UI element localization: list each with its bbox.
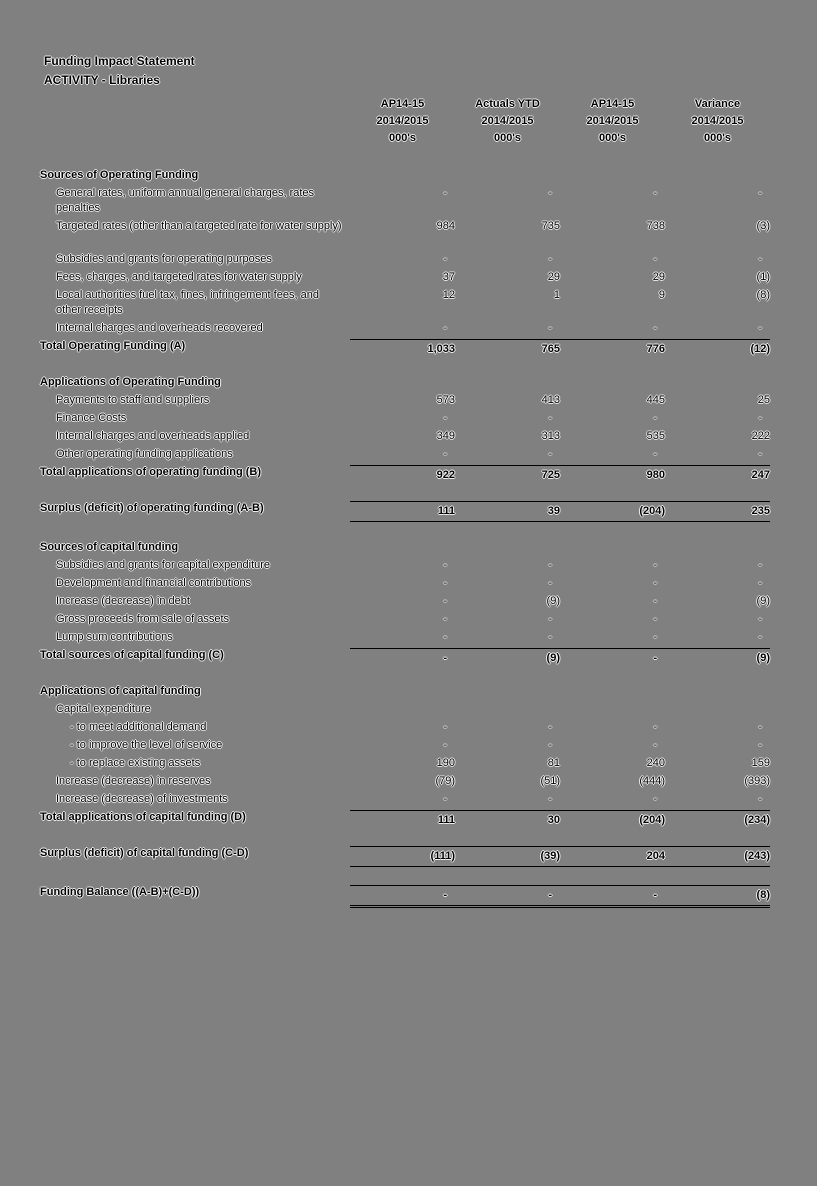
- value-cell: -: [653, 559, 657, 571]
- value-cell: -: [548, 559, 552, 571]
- value-cell: (444): [639, 775, 665, 787]
- spacer-row: [40, 830, 770, 845]
- value-cell: 190: [436, 757, 455, 769]
- value-cell: 313: [541, 430, 560, 442]
- row-label: Capital expenditure: [56, 703, 151, 715]
- value-cell: 1,033: [427, 343, 455, 355]
- row-values: [350, 429, 770, 444]
- table-row: [40, 320, 770, 338]
- table-row: [40, 845, 770, 869]
- value-cell: 535: [646, 430, 665, 442]
- row-label: Payments to staff and suppliers: [56, 394, 210, 406]
- value-cell: (39): [540, 850, 560, 862]
- value-cell: -: [653, 613, 657, 625]
- row-values: [350, 447, 770, 462]
- value-cell: -: [548, 253, 552, 265]
- value-cell: -: [443, 559, 447, 571]
- table-row: [40, 611, 770, 629]
- header-spacer: [40, 96, 350, 147]
- row-values: [350, 411, 770, 426]
- value-cell: 573: [436, 394, 455, 406]
- title-block: [40, 52, 770, 90]
- value-cell: -: [758, 448, 762, 460]
- value-cell: -: [548, 721, 552, 733]
- row-label: Total sources of capital funding (C): [40, 649, 224, 661]
- table-row: [40, 755, 770, 773]
- value-cell: -: [548, 187, 552, 199]
- value-cell: (234): [744, 814, 770, 826]
- row-label: Total Operating Funding (A): [40, 340, 186, 352]
- value-cell: -: [548, 889, 552, 901]
- value-cell: -: [758, 739, 762, 751]
- value-cell: -: [443, 448, 447, 460]
- table-row: [40, 446, 770, 464]
- value-cell: -: [758, 253, 762, 265]
- spacer-row: [40, 485, 770, 500]
- table-row: [40, 500, 770, 524]
- table-row: [40, 410, 770, 428]
- row-label: Gross proceeds from sale of assets: [56, 613, 230, 625]
- value-cell: -: [443, 631, 447, 643]
- value-cell: -: [653, 595, 657, 607]
- value-cell: 9: [658, 289, 665, 301]
- row-values: [350, 186, 770, 201]
- value-cell: -: [653, 793, 657, 805]
- value-cell: -: [758, 577, 762, 589]
- value-cell: (9): [546, 595, 560, 607]
- page-title: Funding Impact Statement: [44, 54, 195, 68]
- table-row: [40, 773, 770, 791]
- row-values: [350, 465, 770, 483]
- value-cell: 12: [442, 289, 455, 301]
- value-cell: (9): [546, 652, 560, 664]
- spacer-row: [40, 668, 770, 683]
- row-values: [350, 648, 770, 666]
- value-cell: 765: [541, 343, 560, 355]
- value-cell: -: [548, 739, 552, 751]
- row-label: Total applications of capital funding (D): [40, 811, 246, 823]
- page-subtitle: ACTIVITY - Libraries: [44, 73, 160, 87]
- value-cell: -: [758, 721, 762, 733]
- value-cell: -: [443, 793, 447, 805]
- row-label: Surplus (deficit) of capital funding (C-D): [40, 847, 249, 859]
- value-cell: 39: [547, 505, 560, 517]
- row-values: [350, 885, 770, 908]
- table-row: [40, 167, 770, 185]
- value-cell: -: [443, 577, 447, 589]
- table-row: [40, 575, 770, 593]
- row-label: Subsidies and grants for capital expenditure: [56, 559, 271, 571]
- row-values: [350, 846, 770, 867]
- value-cell: -: [653, 652, 657, 664]
- value-cell: -: [443, 322, 447, 334]
- spacer-row: [40, 869, 770, 884]
- value-cell: -: [548, 448, 552, 460]
- value-cell: 735: [541, 220, 560, 232]
- row-label: Development and financial contributions: [56, 577, 252, 589]
- value-cell: -: [443, 739, 447, 751]
- row-values: [350, 738, 770, 753]
- column-header-variance: Variance 2014/2015 000's: [691, 98, 744, 144]
- value-cell: -: [548, 613, 552, 625]
- table-row: [40, 185, 770, 218]
- column-header-row: [40, 96, 770, 147]
- value-cell: -: [758, 322, 762, 334]
- row-values: [350, 558, 770, 573]
- table-row: [40, 737, 770, 755]
- value-cell: 240: [646, 757, 665, 769]
- value-cell: (9): [756, 652, 770, 664]
- spacer-row: [40, 524, 770, 539]
- value-cell: 738: [646, 220, 665, 232]
- spacer-row: [40, 359, 770, 374]
- value-cell: -: [443, 187, 447, 199]
- table-row: [40, 791, 770, 809]
- row-label: Sources of Operating Funding: [40, 169, 199, 181]
- value-cell: 725: [541, 469, 560, 481]
- row-values: [350, 810, 770, 828]
- value-cell: -: [548, 631, 552, 643]
- row-values: [350, 339, 770, 357]
- row-values: [350, 219, 770, 234]
- value-cell: -: [443, 613, 447, 625]
- value-cell: -: [548, 322, 552, 334]
- value-cell: -: [653, 721, 657, 733]
- row-label: - to meet additional demand: [70, 721, 207, 733]
- table-row: [40, 251, 770, 269]
- value-cell: -: [758, 559, 762, 571]
- value-cell: (79): [435, 775, 455, 787]
- value-cell: -: [653, 448, 657, 460]
- value-cell: -: [548, 412, 552, 424]
- value-cell: -: [758, 793, 762, 805]
- value-cell: 204: [646, 850, 665, 862]
- value-cell: (3): [756, 220, 770, 232]
- row-label: General rates, uniform annual general charges, rates penalties: [56, 187, 315, 214]
- value-cell: -: [758, 412, 762, 424]
- row-label: Finance Costs: [56, 412, 127, 424]
- row-label: Increase (decrease) of investments: [56, 793, 228, 805]
- value-cell: 445: [646, 394, 665, 406]
- value-cell: 111: [437, 814, 455, 826]
- value-cell: 81: [547, 757, 560, 769]
- row-label: Increase (decrease) in reserves: [56, 775, 211, 787]
- value-cell: 349: [436, 430, 455, 442]
- value-cell: 25: [757, 394, 770, 406]
- value-cell: -: [653, 577, 657, 589]
- table-row: [40, 374, 770, 392]
- table-row: [40, 428, 770, 446]
- row-label: Other operating funding applications: [56, 448, 233, 460]
- row-values: [350, 576, 770, 591]
- row-label: Lump sum contributions: [56, 631, 173, 643]
- row-label: Internal charges and overheads recovered: [56, 322, 263, 334]
- value-cell: -: [653, 412, 657, 424]
- value-cell: 413: [541, 394, 560, 406]
- value-cell: (9): [756, 595, 770, 607]
- value-cell: -: [443, 253, 447, 265]
- table-row: [40, 629, 770, 647]
- table-row: [40, 539, 770, 557]
- row-label: Surplus (deficit) of operating funding (A-B): [40, 502, 264, 514]
- table-row: [40, 719, 770, 737]
- row-label: Funding Balance ((A-B)+(C-D)): [40, 886, 200, 898]
- value-cell: 30: [547, 814, 560, 826]
- value-cell: (204): [639, 814, 665, 826]
- row-label: Total applications of operating funding (B): [40, 466, 261, 478]
- value-cell: -: [653, 889, 657, 901]
- value-cell: 29: [652, 271, 665, 283]
- row-label: Fees, charges, and targeted rates for water supply: [56, 271, 302, 283]
- column-header-ap14-15-ytd: AP14-15 2014/2015 000's: [586, 98, 639, 144]
- value-cell: -: [653, 187, 657, 199]
- value-cell: (111): [430, 850, 455, 862]
- row-values: [350, 252, 770, 267]
- row-label: Applications of capital funding: [40, 685, 201, 697]
- table-row: [40, 593, 770, 611]
- row-values: [350, 393, 770, 408]
- value-cell: 235: [751, 505, 770, 517]
- column-headers: [350, 96, 770, 147]
- row-label: - to replace existing assets: [70, 757, 201, 769]
- value-cell: -: [758, 613, 762, 625]
- value-cell: 29: [547, 271, 560, 283]
- value-cell: (8): [756, 289, 770, 301]
- value-cell: 776: [646, 343, 665, 355]
- value-cell: -: [653, 322, 657, 334]
- value-cell: (393): [744, 775, 770, 787]
- spacer-row: [40, 236, 770, 251]
- row-values: [350, 774, 770, 789]
- value-cell: 111: [437, 505, 455, 517]
- value-cell: -: [443, 412, 447, 424]
- value-cell: 980: [646, 469, 665, 481]
- value-cell: -: [548, 793, 552, 805]
- value-cell: -: [443, 889, 447, 901]
- table-row: [40, 557, 770, 575]
- row-label: Sources of capital funding: [40, 541, 179, 553]
- value-cell: (243): [744, 850, 770, 862]
- column-header-actuals-ytd: Actuals YTD 2014/2015 000's: [475, 98, 540, 144]
- value-cell: -: [653, 253, 657, 265]
- row-label: - to improve the level of service: [70, 739, 223, 751]
- row-label: Local authorities fuel tax, fines, infringement fees, and other receipts: [56, 289, 319, 316]
- row-values: [350, 756, 770, 771]
- value-cell: 1: [553, 289, 560, 301]
- value-cell: (51): [540, 775, 560, 787]
- value-cell: (1): [756, 271, 770, 283]
- value-cell: 922: [436, 469, 455, 481]
- row-values: [350, 288, 770, 303]
- value-cell: -: [758, 187, 762, 199]
- value-cell: -: [653, 739, 657, 751]
- row-label: Subsidies and grants for operating purposes: [56, 253, 272, 265]
- value-cell: -: [443, 595, 447, 607]
- value-cell: -: [758, 631, 762, 643]
- table-row: [40, 218, 770, 236]
- row-label: Internal charges and overheads applied: [56, 430, 250, 442]
- column-header-ap14-15-budget: AP14-15 2014/2015 000's: [376, 98, 429, 144]
- table-row: [40, 269, 770, 287]
- row-values: [350, 321, 770, 336]
- table-row: [40, 338, 770, 359]
- value-cell: -: [653, 631, 657, 643]
- row-values: [350, 630, 770, 645]
- row-values: [350, 501, 770, 522]
- row-label: Increase (decrease) in debt: [56, 595, 190, 607]
- table-row: [40, 392, 770, 410]
- table-row: [40, 683, 770, 701]
- row-values: [350, 792, 770, 807]
- value-cell: 37: [442, 271, 455, 283]
- row-values: [350, 612, 770, 627]
- value-cell: 247: [751, 469, 770, 481]
- table-row: [40, 287, 770, 320]
- value-cell: 222: [751, 430, 770, 442]
- value-cell: 984: [436, 220, 455, 232]
- row-label: Targeted rates (other than a targeted rate for water supply): [56, 220, 342, 232]
- value-cell: -: [443, 652, 447, 664]
- row-values: [350, 270, 770, 285]
- row-label: Applications of Operating Funding: [40, 376, 221, 388]
- value-cell: -: [443, 721, 447, 733]
- value-cell: (204): [639, 505, 665, 517]
- table-row: [40, 809, 770, 830]
- value-cell: 159: [751, 757, 770, 769]
- table-row: [40, 701, 770, 719]
- row-values: [350, 720, 770, 735]
- value-cell: (8): [756, 889, 770, 901]
- statement-table: [40, 167, 770, 910]
- row-values: [350, 594, 770, 609]
- table-row: [40, 884, 770, 910]
- value-cell: (12): [750, 343, 770, 355]
- table-row: [40, 464, 770, 485]
- value-cell: -: [548, 577, 552, 589]
- table-row: [40, 647, 770, 668]
